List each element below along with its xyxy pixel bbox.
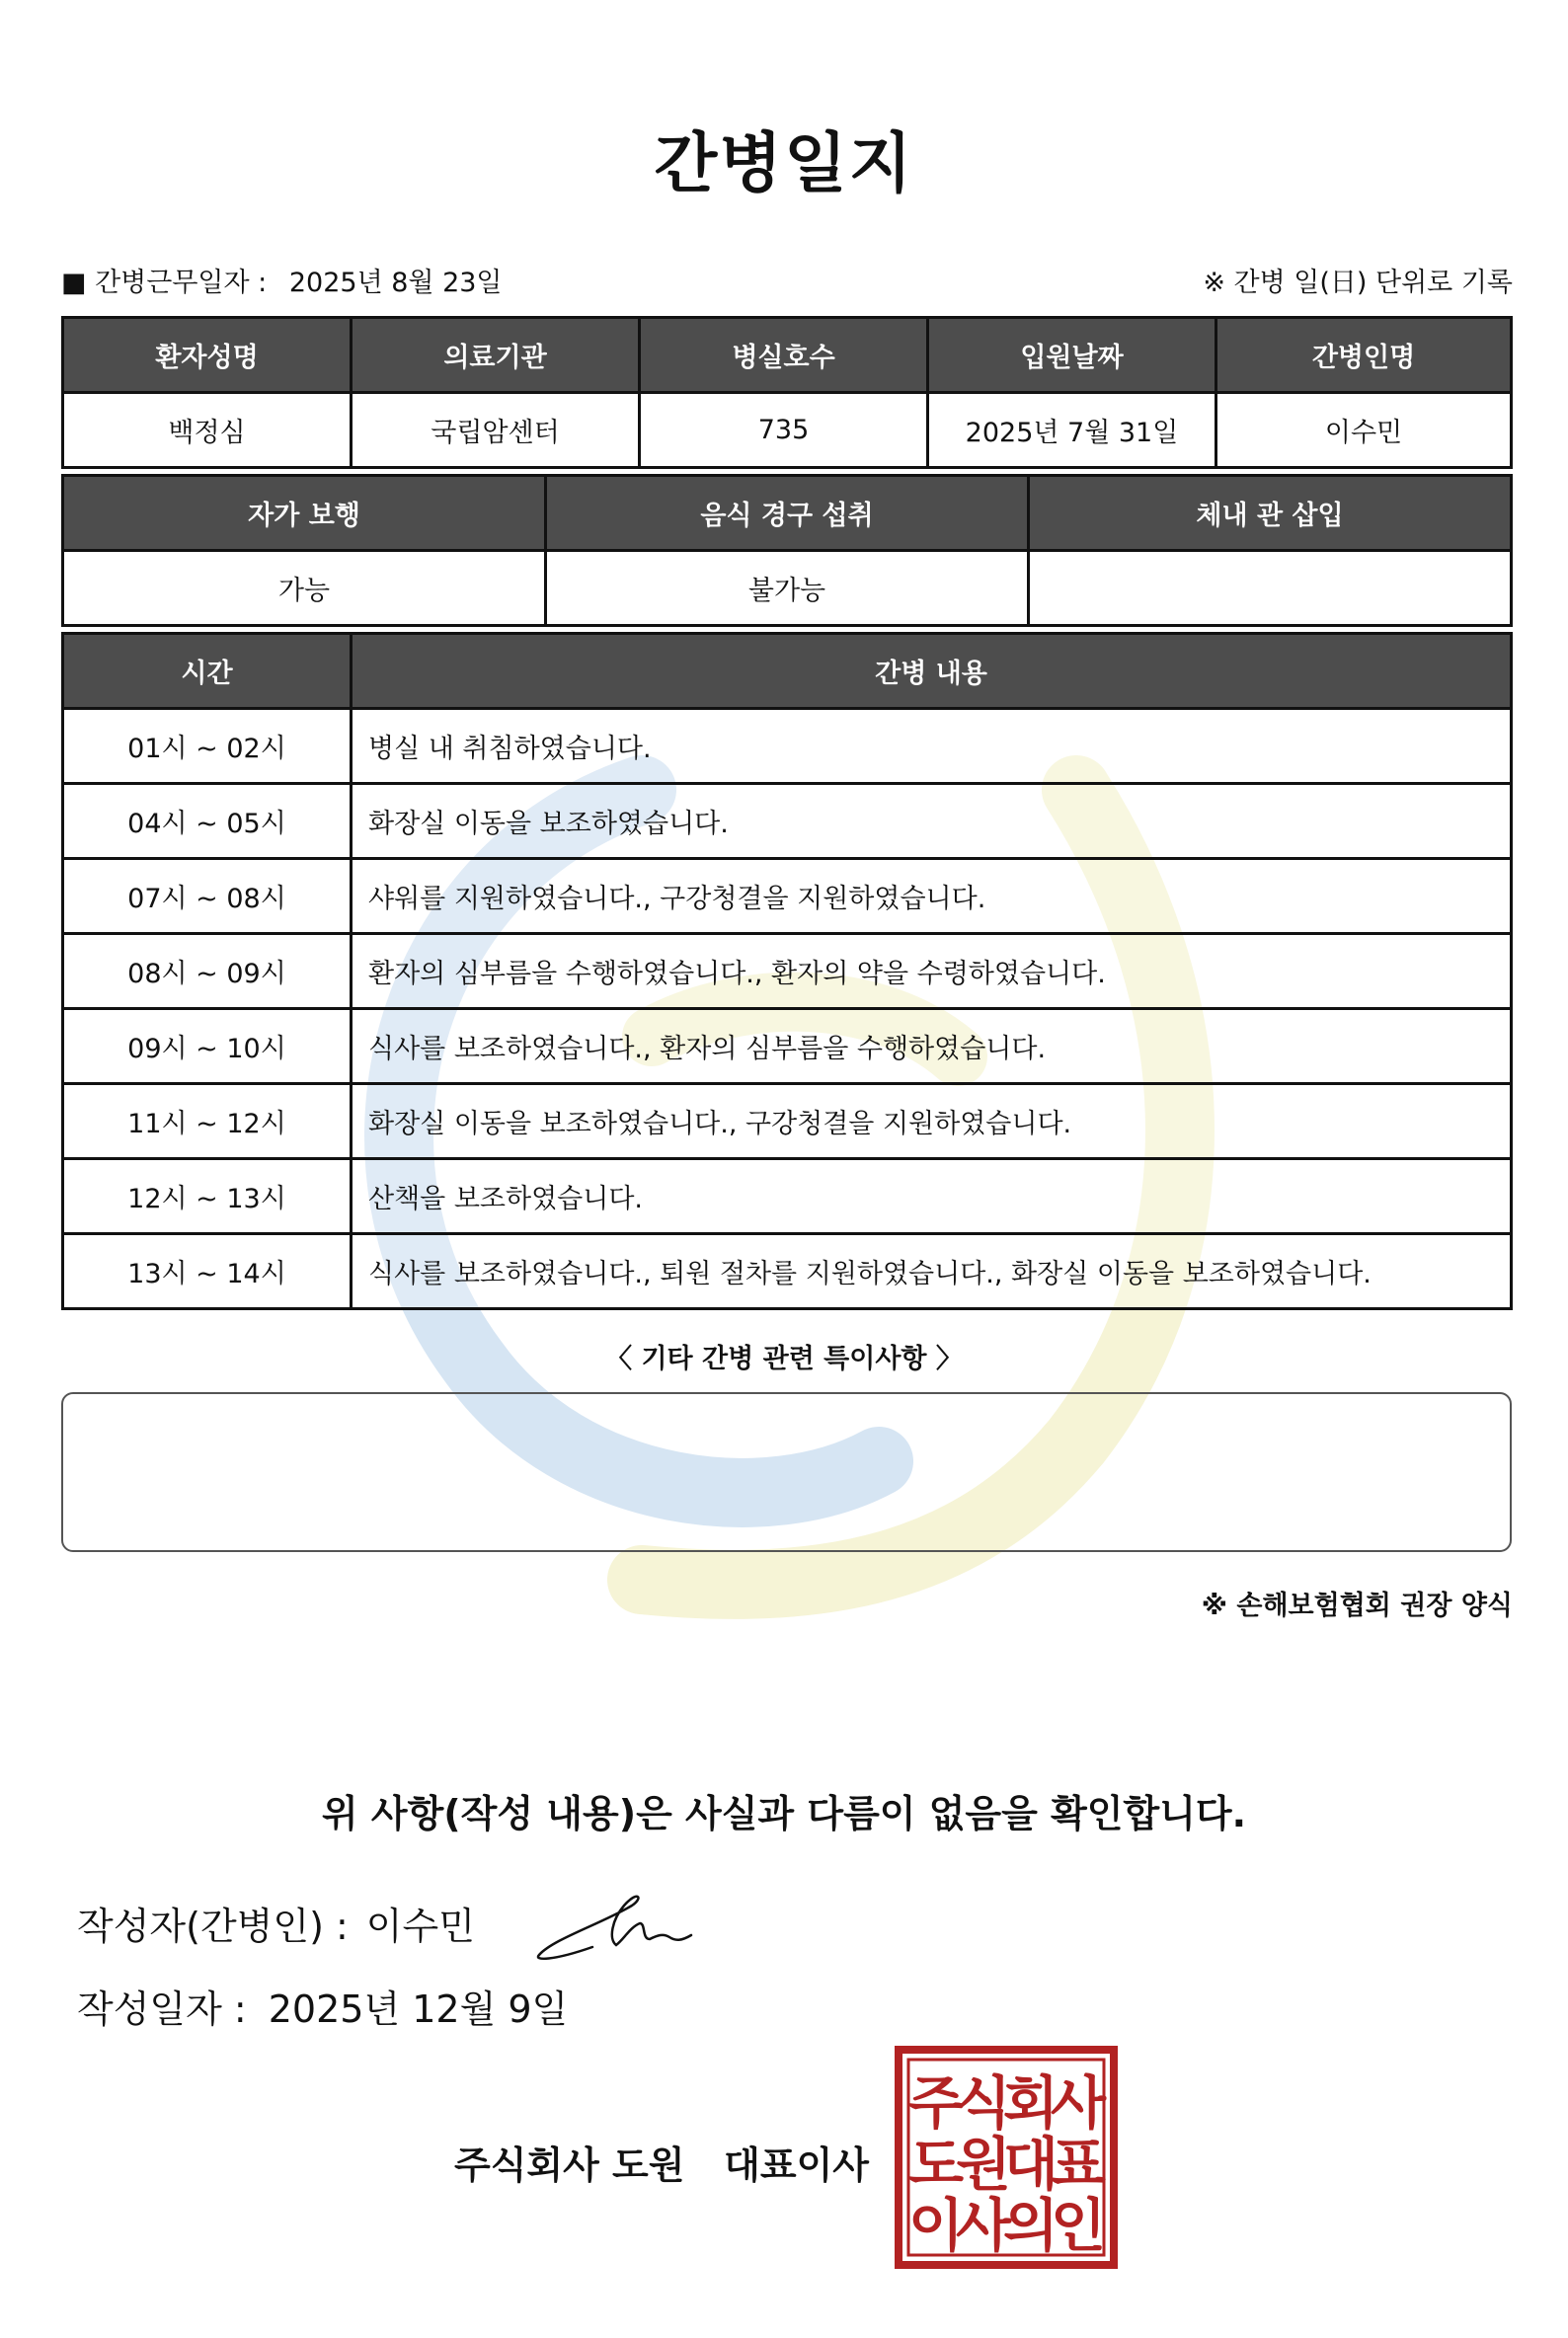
svg-text:회: 회 <box>1002 2069 1059 2137</box>
table-row <box>63 709 1512 784</box>
patient-table <box>61 316 1513 469</box>
company-representative: 주식회사 도원 대표이사 <box>454 2143 869 2187</box>
writer-line <box>77 1896 475 1950</box>
room-number: 735 <box>640 393 928 468</box>
svg-text:도: 도 <box>907 2131 965 2198</box>
header-time: 시간 <box>63 634 352 709</box>
table-row <box>63 859 1512 934</box>
other-notes-box <box>61 1392 1512 1552</box>
work-date-label: ■ 간병근무일자 : <box>61 268 268 298</box>
confirmation-statement: 위 사항(작성 내용)은 사실과 다름이 없음을 확인합니다. <box>321 1792 1247 1835</box>
svg-text:사: 사 <box>1050 2069 1107 2137</box>
admission-date: 2025년 7월 31일 <box>928 393 1216 468</box>
svg-text:인: 인 <box>1050 2192 1107 2259</box>
time-cell: 12시 ~ 13시 <box>63 1159 352 1234</box>
header-caregiver-name: 간병인명 <box>1216 318 1512 393</box>
table-row <box>63 1234 1512 1309</box>
svg-text:식: 식 <box>955 2069 1012 2137</box>
table-row <box>63 1009 1512 1084</box>
self-walking: 가능 <box>63 551 546 626</box>
written-date-label: 작성일자 : <box>77 1987 247 2031</box>
company-seal-icon <box>895 2046 1118 2269</box>
table-row <box>63 934 1512 1009</box>
unit-note: ※ 간병 일(日) 단위로 기록 <box>1203 268 1513 298</box>
time-cell: 08시 ~ 09시 <box>63 934 352 1009</box>
svg-text:이: 이 <box>907 2192 965 2259</box>
header-room-number: 병실호수 <box>640 318 928 393</box>
svg-text:대: 대 <box>1002 2131 1059 2198</box>
content-cell: 화장실 이동을 보조하였습니다., 구강청결을 지원하였습니다. <box>352 1084 1512 1159</box>
table-row <box>63 784 1512 859</box>
status-table <box>61 474 1513 627</box>
svg-text:표: 표 <box>1050 2131 1107 2198</box>
header-patient-name: 환자성명 <box>63 318 352 393</box>
table-row <box>63 1159 1512 1234</box>
content-cell: 식사를 보조하였습니다., 환자의 심부름을 수행하였습니다. <box>352 1009 1512 1084</box>
content-cell: 식사를 보조하였습니다., 퇴원 절차를 지원하였습니다., 화장실 이동을 보조하였습니다. <box>352 1234 1512 1309</box>
header-admission-date: 입원날짜 <box>928 318 1216 393</box>
written-date-value: 2025년 12월 9일 <box>268 1987 569 2031</box>
signature-icon <box>533 1884 701 1963</box>
header-tube-insertion: 체내 관 삽입 <box>1029 476 1512 551</box>
time-cell: 01시 ~ 02시 <box>63 709 352 784</box>
oral-intake: 불가능 <box>546 551 1029 626</box>
header-self-walking: 자가 보행 <box>63 476 546 551</box>
written-date-line <box>77 1979 568 2033</box>
document-title: 간병일지 <box>654 125 914 201</box>
time-cell: 11시 ~ 12시 <box>63 1084 352 1159</box>
header-hospital: 의료기관 <box>352 318 640 393</box>
content-cell: 산책을 보조하였습니다. <box>352 1159 1512 1234</box>
caregiver-name: 이수민 <box>1216 393 1512 468</box>
header-care-content: 간병 내용 <box>352 634 1512 709</box>
writer-name: 이수민 <box>365 1905 475 1948</box>
svg-text:의: 의 <box>1002 2192 1059 2259</box>
care-log-table <box>61 632 1513 1310</box>
form-note: ※ 손해보험협회 권장 양식 <box>1201 1591 1513 1621</box>
svg-text:원: 원 <box>955 2131 1012 2198</box>
content-cell: 병실 내 취침하였습니다. <box>352 709 1512 784</box>
table-row <box>63 1084 1512 1159</box>
hospital: 국립암센터 <box>352 393 640 468</box>
time-cell: 07시 ~ 08시 <box>63 859 352 934</box>
content-cell: 샤워를 지원하였습니다., 구강청결을 지원하였습니다. <box>352 859 1512 934</box>
work-date-value: 2025년 8월 23일 <box>288 268 503 298</box>
time-cell: 09시 ~ 10시 <box>63 1009 352 1084</box>
content-cell: 환자의 심부름을 수행하였습니다., 환자의 약을 수령하였습니다. <box>352 934 1512 1009</box>
writer-label: 작성자(간병인) : <box>77 1905 349 1948</box>
patient-name: 백정심 <box>63 393 352 468</box>
time-cell: 04시 ~ 05시 <box>63 784 352 859</box>
other-notes-title: 〈 기타 간병 관련 특이사항 〉 <box>605 1344 963 1374</box>
tube-insertion <box>1029 551 1512 626</box>
header-oral-intake: 음식 경구 섭취 <box>546 476 1029 551</box>
work-date <box>61 261 503 299</box>
content-cell: 화장실 이동을 보조하였습니다. <box>352 784 1512 859</box>
time-cell: 13시 ~ 14시 <box>63 1234 352 1309</box>
svg-text:주: 주 <box>907 2069 965 2137</box>
svg-text:사: 사 <box>955 2192 1012 2259</box>
